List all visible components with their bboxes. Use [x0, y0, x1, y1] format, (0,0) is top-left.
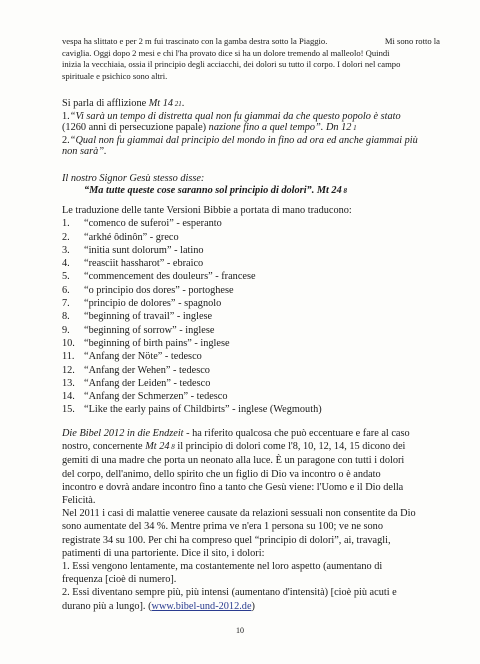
version-item: [62, 270, 442, 283]
website-link[interactable]: www.bibel-und-2012.de: [151, 600, 252, 612]
intro-paragraph: [62, 36, 440, 82]
closing-text: durano più a lungo]. (: [62, 600, 152, 612]
quote-text: non sarà”.: [62, 146, 107, 158]
version-text: “reasciit hassharot” - ebraico: [84, 258, 204, 270]
closing-text: registrate 34 su 100. Per chi ha compreso quel “principio di dolori”, ai, travagli,: [62, 534, 391, 546]
intro-text: spirituale e psichico sono altri.: [62, 70, 168, 81]
closing-line: [62, 427, 436, 440]
version-number: 2.: [62, 231, 70, 243]
intro-text: caviglia. Oggi dopo 2 mesi e chi l'ha provato dice si ha un dolore tremendo al malleolo! Quindi: [62, 47, 390, 58]
affliction-lead-text: Si parla di afflizione: [62, 98, 149, 109]
ref-verse: 21: [173, 100, 182, 108]
quote-1-cont: [62, 122, 442, 135]
version-item: [62, 390, 442, 403]
affliction-section: [62, 98, 442, 158]
version-item: [62, 364, 442, 377]
version-item: [62, 217, 442, 230]
version-item: [62, 284, 442, 297]
version-number: 14.: [62, 391, 75, 403]
ref-verse: 1: [351, 124, 357, 133]
closing-text: gemiti di una madre che porta un neonato alla luce. È un paragone con tutti i dolori: [62, 455, 405, 467]
ref-book: Mt 24: [145, 441, 170, 453]
jesus-lead: Il nostro Signor Gesù stesso disse:: [62, 173, 205, 184]
version-number: 15.: [62, 404, 75, 416]
version-text: “Anfang der Schmerzen” - tedesco: [84, 391, 228, 403]
intro-text: inizia la vecchiaia, ossia il principio degli acciacchi, dei dolori su tutto il corpo. I dolori nel campo: [62, 59, 401, 70]
quote-close: ”.: [315, 122, 326, 134]
version-item: [62, 350, 442, 363]
versions-title: Le traduzione delle tante Versioni Bibbie a portata di mano traducono:: [62, 205, 352, 216]
version-text: “comenco de suferoi” - esperanto: [84, 218, 222, 230]
closing-paragraph-1: [62, 427, 436, 507]
book-title: Die Bibel 2012 in die Endzeit: [62, 428, 184, 439]
version-text: “commencement des douleurs” - francese: [84, 271, 256, 283]
closing-paragraph-4: [62, 586, 436, 612]
version-text: “Like the early pains of Childbirts” - inglese (Wegmouth): [84, 404, 322, 416]
punct: .: [181, 98, 185, 109]
version-number: 8.: [62, 311, 70, 323]
versions-section: [62, 204, 442, 417]
jesus-quote: [62, 185, 442, 198]
version-item: [62, 244, 442, 257]
intro-text: Mi sono rotto la: [384, 36, 440, 46]
jesus-quote-text: “Ma tutte queste cose saranno sol principio di dolori”. Mt 24: [84, 184, 342, 196]
closing-text: frequenza [cioè di numero].: [62, 574, 177, 586]
page-number: 10: [236, 626, 244, 635]
ref-verse: 8: [169, 443, 175, 452]
quote-text: “Vi sarà un tempo di distretta qual non fu giammai da che questo popolo è stato: [69, 110, 401, 122]
closing-text: del corpo, dell'animo, dello spirito che un figlio di Dio va incontro o è andato: [62, 468, 381, 480]
quote-1: [62, 111, 442, 123]
quote-text: “Qual non fu giammai dal principio del mondo in fino ad ora ed anche giammai più: [69, 134, 418, 146]
ref-book: Mt 14: [148, 98, 174, 109]
version-text: “Anfang der Leiden” - tedesco: [84, 377, 211, 389]
closing-paragraph-3: [62, 560, 436, 586]
version-text: “beginning of birth pains” - inglese: [84, 337, 230, 349]
closing-text: - ha riferito qualcosa che può eccentuare e fare al caso: [183, 428, 410, 439]
version-number: 7.: [62, 298, 70, 310]
version-item: [62, 257, 442, 270]
closing-text: ): [251, 600, 255, 612]
version-number: 5.: [62, 271, 70, 283]
scripture-ref: [149, 98, 182, 109]
version-item: [62, 377, 442, 390]
version-number: 13.: [62, 377, 75, 389]
version-number: 3.: [62, 244, 70, 256]
version-text: “beginning of travail” - inglese: [84, 311, 213, 323]
intro-line-1: [62, 36, 440, 48]
jesus-section: [62, 173, 442, 197]
closing-line: [62, 600, 436, 613]
affliction-lead: [62, 98, 442, 111]
version-text: “initia sunt dolorum” - latino: [84, 244, 204, 256]
version-number: 11.: [62, 351, 75, 363]
quote-text: nazione fino a quel tempo: [208, 122, 316, 134]
version-item: [62, 337, 442, 350]
quote-2: [62, 135, 442, 147]
version-number: 4.: [62, 258, 70, 270]
intro-text: vespa ha slittato e per 2 m fui trascinato con la gamba destra sotto la Piaggio.: [62, 36, 328, 46]
version-text: “beginning of sorrow” - inglese: [84, 324, 215, 336]
version-number: 6.: [62, 284, 70, 296]
closing-text: patimenti di una partoriente. Dice il sito, i dolori:: [62, 547, 265, 559]
closing-text: Felicità.: [62, 495, 96, 507]
version-number: 12.: [62, 364, 75, 376]
version-item: [62, 231, 442, 244]
closing-text: sono aumentate del 34 %. Mentre prima ve n'era 1 persona su 100; ve ne sono: [62, 521, 383, 533]
version-text: “Anfang der Wehen” - tedesco: [84, 364, 210, 376]
scripture-ref: [145, 441, 175, 452]
version-number: 9.: [62, 324, 70, 336]
version-number: 1.: [62, 218, 70, 230]
version-text: “Anfang der Nöte” - tedesco: [84, 351, 202, 363]
version-item: [62, 310, 442, 323]
version-number: 10.: [62, 337, 75, 349]
version-text: “principio de dolores” - spagnolo: [84, 298, 222, 310]
versions-list: [62, 217, 442, 416]
closing-text: il principio di dolori come l'8, 10, 12, 14, 15 dicono dei: [174, 441, 406, 453]
version-item: [62, 297, 442, 310]
quote-text: (1260 anni di persecuzione papale): [62, 122, 209, 134]
closing-text: 2. Essi diventano sempre più, più intensi (aumentano d'intensità) [cioè più acuti e: [62, 587, 397, 599]
closing-text: 1. Essi vengono lentamente, ma costantemente nel loro aspetto (aumentano di: [62, 561, 383, 573]
closing-text: Nel 2011 i casi di malattie veneree causate da relazioni sessuali non consentite da Dio: [62, 508, 416, 520]
version-text: “o principio dos dores” - portoghese: [84, 284, 234, 296]
version-item: [62, 324, 442, 337]
ref-verse: 8: [341, 186, 347, 195]
ref-book: Dn 12: [325, 122, 352, 134]
closing-line: [62, 440, 436, 454]
closing-section: [62, 427, 436, 613]
closing-paragraph-2: [62, 507, 436, 560]
scripture-ref: [326, 122, 357, 133]
quote-number: 1.: [62, 110, 70, 122]
version-item: [62, 403, 442, 416]
quote-number: 2.: [62, 134, 70, 146]
closing-text: nostro, concernente: [62, 441, 146, 453]
version-text: “arkhé ôdinôn” - greco: [84, 231, 179, 243]
closing-text: incontro e dovrà andare incontro fino a tanto che Gesù viene: l'Uomo e il Dio della: [62, 481, 404, 493]
